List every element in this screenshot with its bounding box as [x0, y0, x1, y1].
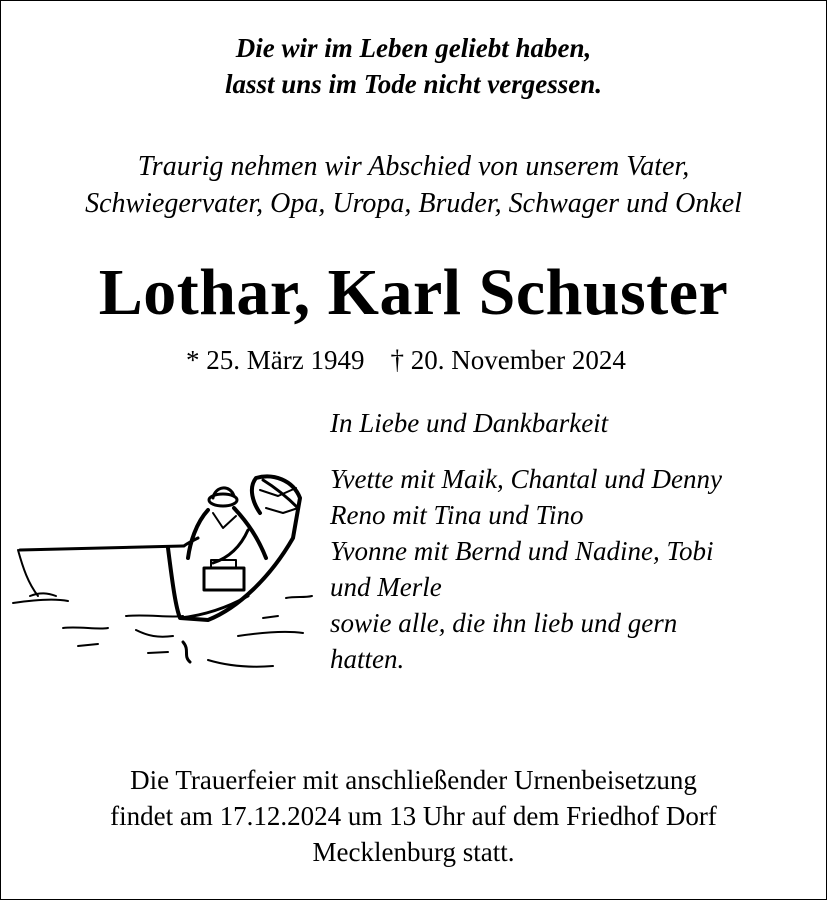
- motto-line-2: lasst uns im Tode nicht vergessen.: [224, 69, 603, 99]
- intro-line-2: Schwiegervater, Opa, Uropa, Bruder, Schwager und Onkel: [85, 188, 742, 219]
- funeral-line-3: Mecklenburg statt.: [312, 837, 515, 867]
- mourner-line: hatten.: [330, 644, 405, 674]
- mourner-line: Reno mit Tina und Tino: [330, 500, 584, 530]
- death-date: † 20. November 2024: [390, 345, 626, 375]
- intro-line-1: Traurig nehmen wir Abschied von unserem Vater,: [137, 151, 690, 182]
- mourner-line: Yvette mit Maik, Chantal und Denny: [330, 464, 722, 494]
- mourners-block: [330, 405, 810, 677]
- intro-text: [0, 148, 827, 222]
- funeral-line-1: Die Trauerfeier mit anschließender Urnenbeisetzung: [130, 765, 697, 795]
- mourners-heading: In Liebe und Dankbarkeit: [330, 408, 609, 438]
- funeral-details: [0, 762, 827, 870]
- deceased-name: Lothar, Karl Schuster: [98, 256, 729, 329]
- mourner-line: und Merle: [330, 572, 442, 602]
- mourner-line: Yvonne mit Bernd und Nadine, Tobi: [330, 536, 714, 566]
- birth-date: * 25. März 1949: [186, 345, 365, 375]
- angler-in-boat-icon: [8, 468, 318, 683]
- motto: [0, 30, 827, 102]
- motto-line-1: Die wir im Leben geliebt haben,: [235, 33, 592, 63]
- life-dates: [186, 342, 626, 378]
- funeral-line-2: findet am 17.12.2024 um 13 Uhr auf dem Friedhof Dorf: [110, 801, 717, 831]
- mourner-line: sowie alle, die ihn lieb und gern: [330, 608, 678, 638]
